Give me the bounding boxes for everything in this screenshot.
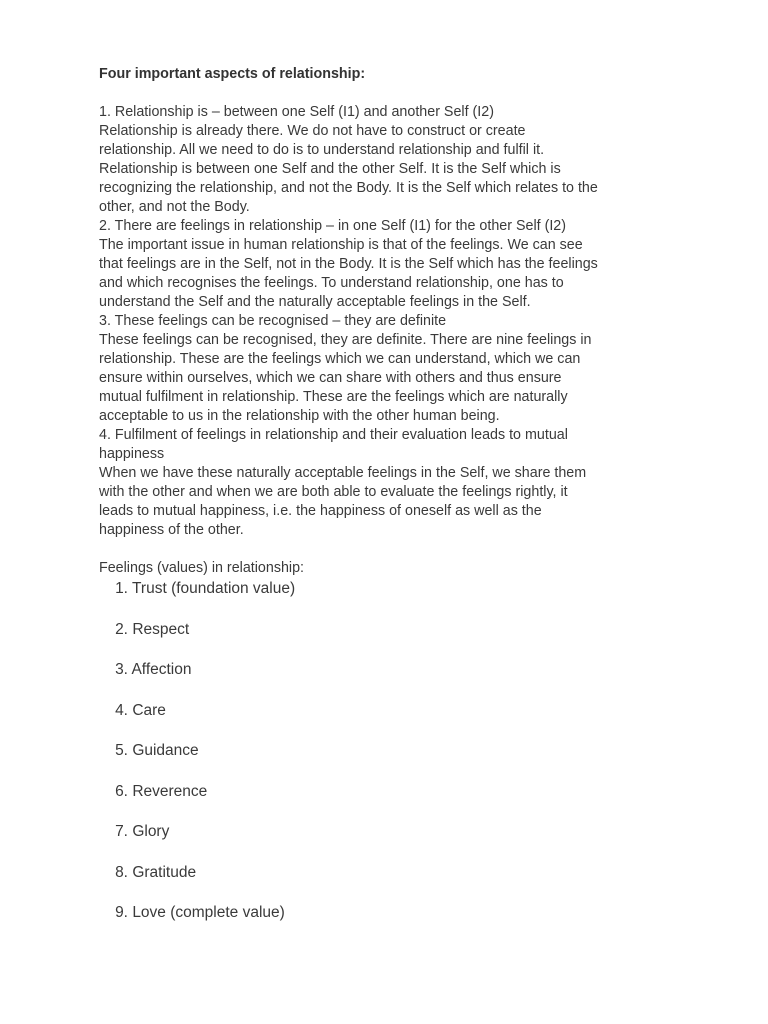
body-line: relationship. These are the feelings which we can understand, which we can — [99, 351, 581, 367]
document-page — [99, 65, 679, 944]
list-number: 1. — [115, 580, 128, 597]
body-line: relationship. All we need to do is to understand relationship and fulfil it. — [99, 142, 545, 158]
body-line: with the other and when we are both able to evaluate the feelings rightly, it — [99, 484, 568, 500]
list-item — [99, 903, 679, 944]
list-number: 5. — [115, 742, 128, 759]
body-line: 2. There are feelings in relationship – in one Self (I1) for the other Self (I2) — [99, 218, 567, 234]
feelings-list — [99, 579, 679, 944]
list-label: Glory — [132, 823, 170, 840]
body-line: ensure within ourselves, which we can share with others and thus ensure — [99, 370, 562, 386]
list-item — [99, 782, 679, 823]
body-line: mutual fulfilment in relationship. These are the feelings which are naturally — [99, 389, 568, 405]
list-item — [99, 822, 679, 863]
list-label: Reverence — [132, 782, 208, 800]
body-line: Relationship is between one Self and the other Self. It is the Self which is — [99, 161, 561, 177]
body-line: Relationship is already there. We do not have to construct or create — [99, 123, 526, 139]
feelings-heading: Feelings (values) in relationship: — [99, 560, 305, 576]
body-line: recognizing the relationship, and not the Body. It is the Self which relates to the — [99, 180, 598, 196]
list-label: Affection — [131, 661, 192, 678]
body-line: When we have these naturally acceptable feelings in the Self, we share them — [99, 465, 587, 481]
list-label: Guidance — [132, 742, 199, 759]
list-number: 6. — [115, 782, 128, 800]
list-label: Love (complete value) — [132, 904, 285, 921]
body-line: leads to mutual happiness, i.e. the happiness of oneself as well as the — [99, 503, 542, 519]
body-line: happiness — [99, 446, 165, 462]
list-number: 9. — [115, 904, 128, 921]
list-label: Care — [132, 701, 166, 719]
list-item — [99, 579, 679, 620]
list-label: Respect — [132, 620, 190, 638]
body-line: The important issue in human relationship is that of the feelings. We can see — [99, 237, 583, 253]
list-label: Trust (foundation value) — [132, 580, 296, 597]
document-heading: Four important aspects of relationship: — [99, 66, 366, 82]
body-line: happiness of the other. — [99, 522, 244, 538]
body-line: other, and not the Body. — [99, 199, 250, 215]
body-line: and which recognises the feelings. To understand relationship, one has to — [99, 275, 564, 291]
list-item — [99, 701, 679, 742]
body-line: acceptable to us in the relationship with the other human being. — [99, 408, 500, 424]
body-line: 1. Relationship is – between one Self (I1) and another Self (I2) — [99, 104, 494, 120]
list-item — [99, 660, 679, 701]
list-number: 3. — [115, 661, 128, 678]
body-line: These feelings can be recognised, they are definite. There are nine feelings in — [99, 332, 592, 348]
list-number: 8. — [115, 863, 128, 881]
body-line: 3. These feelings can be recognised – they are definite — [99, 313, 447, 329]
body-line: that feelings are in the Self, not in the Body. It is the Self which has the feelings — [99, 256, 598, 272]
list-number: 2. — [115, 620, 128, 638]
list-number: 4. — [115, 701, 128, 719]
list-item — [99, 741, 679, 782]
list-item — [99, 620, 679, 661]
list-item — [99, 863, 679, 904]
list-label: Gratitude — [132, 863, 197, 881]
body-line: understand the Self and the naturally acceptable feelings in the Self. — [99, 294, 531, 310]
list-number: 7. — [115, 823, 128, 840]
body-text — [99, 103, 679, 540]
body-line: 4. Fulfilment of feelings in relationship and their evaluation leads to mutual — [99, 427, 568, 443]
